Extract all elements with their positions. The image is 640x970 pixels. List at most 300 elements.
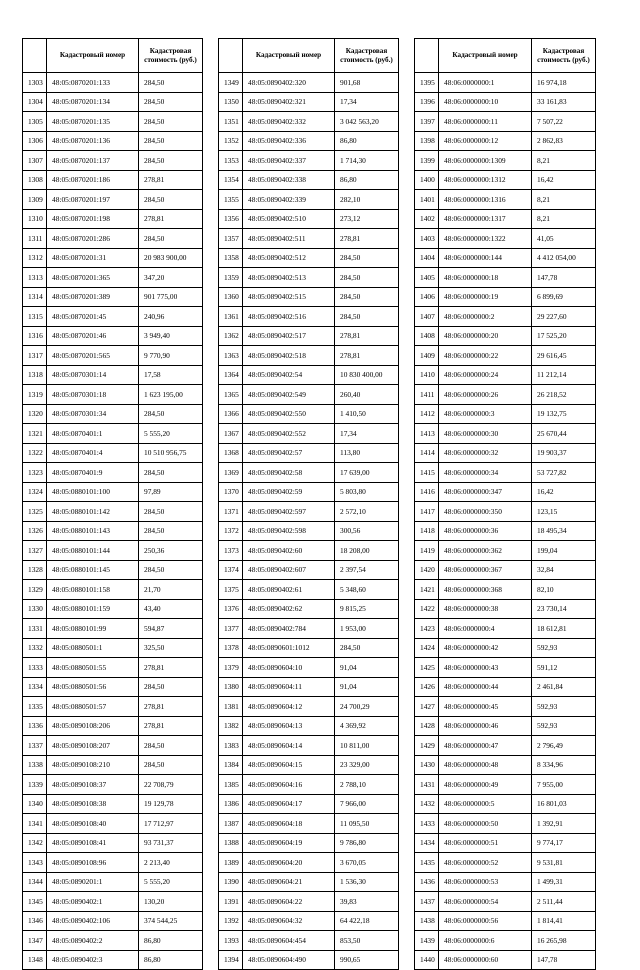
cadastral-value: 284,50 (139, 677, 203, 697)
cadastral-number: 48:05:0890108:41 (47, 833, 139, 853)
row-index: 1341 (23, 814, 47, 834)
cadastral-number: 48:06:0000000:350 (439, 502, 532, 522)
cadastral-value: 18 612,81 (532, 619, 596, 639)
row-index: 1340 (23, 794, 47, 814)
cadastral-number: 48:05:0880101:99 (47, 619, 139, 639)
table-row (415, 580, 596, 600)
cadastral-value: 284,50 (139, 404, 203, 424)
cadastral-number: 48:05:0870301:34 (47, 404, 139, 424)
row-index: 1311 (23, 229, 47, 249)
cadastral-number: 48:06:0000000:5 (439, 794, 532, 814)
cadastral-value: 260,40 (335, 385, 399, 405)
cadastral-number: 48:05:0890108:207 (47, 736, 139, 756)
cadastral-value: 3 949,40 (139, 326, 203, 346)
cadastral-value: 240,96 (139, 307, 203, 327)
row-index: 1324 (23, 482, 47, 502)
row-index: 1434 (415, 833, 439, 853)
table-row (415, 619, 596, 639)
table-row (23, 346, 203, 366)
table-row (23, 248, 203, 268)
row-index: 1315 (23, 307, 47, 327)
cadastral-number: 48:05:0880101:100 (47, 482, 139, 502)
row-index: 1360 (219, 287, 243, 307)
table-row (219, 482, 399, 502)
cadastral-value: 41,05 (532, 229, 596, 249)
cadastral-number: 48:05:0870201:565 (47, 346, 139, 366)
row-index: 1359 (219, 268, 243, 288)
row-index: 1317 (23, 346, 47, 366)
cadastral-number: 48:05:0880101:159 (47, 599, 139, 619)
cadastral-value: 5 555,20 (139, 872, 203, 892)
cadastral-value: 284,50 (139, 736, 203, 756)
cadastral-value: 853,50 (335, 931, 399, 951)
row-index: 1352 (219, 131, 243, 151)
cadastral-number: 48:06:0000000:49 (439, 775, 532, 795)
row-index: 1351 (219, 112, 243, 132)
table-row (23, 580, 203, 600)
cadastral-number: 48:06:0000000:54 (439, 892, 532, 912)
cadastral-number: 48:05:0890402:321 (243, 92, 335, 112)
cadastral-number-header: Кадастровый номер (243, 39, 335, 73)
row-index: 1355 (219, 190, 243, 210)
cadastral-number: 48:05:0890604:454 (243, 931, 335, 951)
table-row (415, 716, 596, 736)
table-row (23, 404, 203, 424)
cadastral-value: 5 555,20 (139, 424, 203, 444)
row-index: 1361 (219, 307, 243, 327)
table-row (219, 697, 399, 717)
cadastral-value: 17 525,20 (532, 326, 596, 346)
cadastral-value: 2 461,84 (532, 677, 596, 697)
row-index: 1328 (23, 560, 47, 580)
row-index: 1375 (219, 580, 243, 600)
row-index: 1332 (23, 638, 47, 658)
table-row (415, 833, 596, 853)
cadastral-number: 48:06:0000000:367 (439, 560, 532, 580)
cadastral-value-header: Кадастровая стоимость (руб.) (335, 39, 399, 73)
table-row (415, 190, 596, 210)
table-row (219, 892, 399, 912)
cadastral-value-header: Кадастровая стоимость (руб.) (532, 39, 596, 73)
row-index: 1379 (219, 658, 243, 678)
row-index: 1334 (23, 677, 47, 697)
row-index: 1392 (219, 911, 243, 931)
table-row (415, 560, 596, 580)
row-index: 1408 (415, 326, 439, 346)
row-index: 1306 (23, 131, 47, 151)
table-row (23, 443, 203, 463)
row-index: 1401 (415, 190, 439, 210)
cadastral-number: 48:05:0870201:31 (47, 248, 139, 268)
cadastral-value: 1 714,30 (335, 151, 399, 171)
row-index: 1364 (219, 365, 243, 385)
cadastral-value: 7 507,22 (532, 112, 596, 132)
row-index: 1371 (219, 502, 243, 522)
cadastral-number: 48:06:0000000:60 (439, 950, 532, 970)
cadastral-value: 284,50 (139, 73, 203, 93)
table-row (23, 209, 203, 229)
row-index: 1363 (219, 346, 243, 366)
table-row (23, 287, 203, 307)
cadastral-value: 53 727,82 (532, 463, 596, 483)
cadastral-number: 48:05:0890402:2 (47, 931, 139, 951)
cadastral-number: 48:05:0890108:210 (47, 755, 139, 775)
row-index: 1440 (415, 950, 439, 970)
table-row (23, 151, 203, 171)
row-index: 1412 (415, 404, 439, 424)
table-row (23, 677, 203, 697)
cadastral-value: 86,80 (139, 931, 203, 951)
cadastral-value: 17 712,97 (139, 814, 203, 834)
cadastral-value: 16,42 (532, 170, 596, 190)
table-row (415, 892, 596, 912)
table-row (23, 190, 203, 210)
row-index: 1405 (415, 268, 439, 288)
cadastral-number: 48:05:0880101:145 (47, 560, 139, 580)
row-index: 1422 (415, 599, 439, 619)
table-row (415, 404, 596, 424)
cadastral-number-header: Кадастровый номер (439, 39, 532, 73)
cadastral-value: 284,50 (139, 560, 203, 580)
cadastral-number: 48:06:0000000:46 (439, 716, 532, 736)
cadastral-number: 48:05:0890604:11 (243, 677, 335, 697)
table-row (23, 170, 203, 190)
cadastral-value: 594,87 (139, 619, 203, 639)
cadastral-value: 1 392,91 (532, 814, 596, 834)
table-row (415, 307, 596, 327)
table-row (415, 677, 596, 697)
row-index: 1368 (219, 443, 243, 463)
row-index: 1428 (415, 716, 439, 736)
cadastral-number: 48:05:0870301:14 (47, 365, 139, 385)
row-index: 1395 (415, 73, 439, 93)
table-row (219, 872, 399, 892)
table-row (219, 541, 399, 561)
cadastral-value: 278,81 (139, 658, 203, 678)
table-row (415, 814, 596, 834)
row-index: 1438 (415, 911, 439, 931)
row-index: 1409 (415, 346, 439, 366)
cadastral-value: 1 499,31 (532, 872, 596, 892)
cadastral-value: 2 511,44 (532, 892, 596, 912)
cadastral-value: 11 212,14 (532, 365, 596, 385)
table-row (23, 463, 203, 483)
cadastral-value: 4 412 054,00 (532, 248, 596, 268)
cadastral-value: 300,56 (335, 521, 399, 541)
cadastral-value: 97,89 (139, 482, 203, 502)
table-row (219, 716, 399, 736)
cadastral-value: 9 770,90 (139, 346, 203, 366)
table-row (219, 112, 399, 132)
cadastral-number: 48:05:0890402:3 (47, 950, 139, 970)
cadastral-value: 284,50 (139, 151, 203, 171)
cadastral-number-header: Кадастровый номер (47, 39, 139, 73)
cadastral-value: 39,83 (335, 892, 399, 912)
table-row (415, 931, 596, 951)
cadastral-value: 282,10 (335, 190, 399, 210)
row-index: 1429 (415, 736, 439, 756)
cadastral-number: 48:05:0890604:10 (243, 658, 335, 678)
cadastral-number: 48:05:0890402:106 (47, 911, 139, 931)
table-row (219, 365, 399, 385)
table-row (219, 326, 399, 346)
table-row (415, 229, 596, 249)
table-row (23, 131, 203, 151)
cadastral-number: 48:05:0890402:58 (243, 463, 335, 483)
table-row (415, 346, 596, 366)
cadastral-value: 278,81 (335, 326, 399, 346)
cadastral-number: 48:05:0890402:598 (243, 521, 335, 541)
table-row (219, 248, 399, 268)
cadastral-number: 48:05:0870201:365 (47, 268, 139, 288)
row-index: 1384 (219, 755, 243, 775)
cadastral-value: 199,04 (532, 541, 596, 561)
row-index: 1309 (23, 190, 47, 210)
cadastral-value: 23 329,00 (335, 755, 399, 775)
table-row (23, 931, 203, 951)
table-row (219, 911, 399, 931)
row-index: 1402 (415, 209, 439, 229)
cadastral-number: 48:05:0890402:337 (243, 151, 335, 171)
table-row (415, 872, 596, 892)
cadastral-value: 284,50 (335, 268, 399, 288)
cadastral-number: 48:06:0000000:44 (439, 677, 532, 697)
cadastral-number: 48:06:0000000:368 (439, 580, 532, 600)
table-row (23, 424, 203, 444)
cadastral-number: 48:05:0890604:22 (243, 892, 335, 912)
table-row (415, 911, 596, 931)
cadastral-number: 48:06:0000000:56 (439, 911, 532, 931)
cadastral-number: 48:06:0000000:51 (439, 833, 532, 853)
cadastral-number: 48:05:0880501:55 (47, 658, 139, 678)
row-index: 1403 (415, 229, 439, 249)
table-row (415, 209, 596, 229)
cadastral-number: 48:05:0870401:4 (47, 443, 139, 463)
cadastral-number: 48:05:0890402:515 (243, 287, 335, 307)
cadastral-value: 17,34 (335, 92, 399, 112)
cadastral-value: 1 536,30 (335, 872, 399, 892)
table-row (23, 482, 203, 502)
cadastral-number: 48:06:0000000:47 (439, 736, 532, 756)
cadastral-number: 48:05:0890601:1012 (243, 638, 335, 658)
cadastral-number: 48:06:0000000:10 (439, 92, 532, 112)
cadastral-number: 48:05:0890402:518 (243, 346, 335, 366)
cadastral-number: 48:06:0000000:22 (439, 346, 532, 366)
row-index: 1389 (219, 853, 243, 873)
cadastral-value: 1 814,41 (532, 911, 596, 931)
header-row (415, 39, 596, 73)
table-row (219, 502, 399, 522)
table-row (415, 424, 596, 444)
cadastral-value: 123,15 (532, 502, 596, 522)
cadastral-value: 284,50 (139, 229, 203, 249)
cadastral-value: 86,80 (335, 131, 399, 151)
table-row (23, 229, 203, 249)
cadastral-table-1 (22, 38, 203, 970)
table-row (415, 658, 596, 678)
cadastral-value: 901 775,00 (139, 287, 203, 307)
cadastral-number: 48:05:0890604:14 (243, 736, 335, 756)
row-index: 1356 (219, 209, 243, 229)
table-row (23, 541, 203, 561)
cadastral-value: 990,65 (335, 950, 399, 970)
cadastral-number: 48:06:0000000:18 (439, 268, 532, 288)
cadastral-value: 10 811,00 (335, 736, 399, 756)
cadastral-number: 48:05:0880101:142 (47, 502, 139, 522)
cadastral-number: 48:06:0000000:1317 (439, 209, 532, 229)
row-index: 1370 (219, 482, 243, 502)
row-index: 1374 (219, 560, 243, 580)
cadastral-number: 48:05:0870201:137 (47, 151, 139, 171)
row-index: 1322 (23, 443, 47, 463)
cadastral-value: 25 670,44 (532, 424, 596, 444)
cadastral-value: 86,80 (335, 170, 399, 190)
row-index: 1357 (219, 229, 243, 249)
row-index: 1397 (415, 112, 439, 132)
row-index: 1432 (415, 794, 439, 814)
table-row (23, 619, 203, 639)
cadastral-number: 48:06:0000000:4 (439, 619, 532, 639)
cadastral-number: 48:06:0000000:1 (439, 73, 532, 93)
table-row (23, 892, 203, 912)
cadastral-number: 48:06:0000000:45 (439, 697, 532, 717)
cadastral-number: 48:05:0890604:19 (243, 833, 335, 853)
cadastral-number: 48:05:0870201:135 (47, 112, 139, 132)
cadastral-number: 48:06:0000000:34 (439, 463, 532, 483)
cadastral-number: 48:05:0890604:16 (243, 775, 335, 795)
table-row (23, 307, 203, 327)
row-index: 1377 (219, 619, 243, 639)
cadastral-number: 48:05:0890402:597 (243, 502, 335, 522)
table-row (219, 307, 399, 327)
table-row (219, 833, 399, 853)
cadastral-value: 7 966,00 (335, 794, 399, 814)
cadastral-number: 48:05:0890604:32 (243, 911, 335, 931)
index-header (415, 39, 439, 73)
table-row (415, 482, 596, 502)
table-row (23, 502, 203, 522)
cadastral-number: 48:05:0880501:56 (47, 677, 139, 697)
cadastral-table-2 (218, 38, 399, 970)
row-index: 1325 (23, 502, 47, 522)
table-row (219, 853, 399, 873)
row-index: 1416 (415, 482, 439, 502)
table-row (23, 638, 203, 658)
cadastral-number: 48:05:0870201:186 (47, 170, 139, 190)
row-index: 1305 (23, 112, 47, 132)
cadastral-number: 48:06:0000000:144 (439, 248, 532, 268)
row-index: 1337 (23, 736, 47, 756)
table-row (23, 385, 203, 405)
row-index: 1346 (23, 911, 47, 931)
cadastral-number: 48:06:0000000:2 (439, 307, 532, 327)
table-row (219, 463, 399, 483)
table-row (415, 268, 596, 288)
row-index: 1419 (415, 541, 439, 561)
cadastral-number: 48:05:0870201:197 (47, 190, 139, 210)
row-index: 1338 (23, 755, 47, 775)
table-row (219, 755, 399, 775)
cadastral-number: 48:06:0000000:12 (439, 131, 532, 151)
cadastral-value: 18 495,34 (532, 521, 596, 541)
cadastral-value: 278,81 (139, 716, 203, 736)
cadastral-number: 48:06:0000000:53 (439, 872, 532, 892)
cadastral-value: 147,78 (532, 950, 596, 970)
table-row (219, 170, 399, 190)
cadastral-value: 347,20 (139, 268, 203, 288)
cadastral-value: 32,84 (532, 560, 596, 580)
cadastral-number: 48:05:0890402:336 (243, 131, 335, 151)
row-index: 1349 (219, 73, 243, 93)
cadastral-number: 48:05:0890402:332 (243, 112, 335, 132)
row-index: 1386 (219, 794, 243, 814)
table-row (219, 92, 399, 112)
cadastral-value: 93 731,37 (139, 833, 203, 853)
table-row (23, 911, 203, 931)
cadastral-value: 284,50 (139, 502, 203, 522)
cadastral-value: 278,81 (139, 697, 203, 717)
table-row (23, 716, 203, 736)
cadastral-number: 48:05:0890402:60 (243, 541, 335, 561)
row-index: 1390 (219, 872, 243, 892)
cadastral-value-header: Кадастровая стоимость (руб.) (139, 39, 203, 73)
table-row (415, 599, 596, 619)
cadastral-value: 33 161,83 (532, 92, 596, 112)
table-row (415, 248, 596, 268)
cadastral-value: 592,93 (532, 716, 596, 736)
cadastral-number: 48:05:0890402:517 (243, 326, 335, 346)
cadastral-value: 9 815,25 (335, 599, 399, 619)
row-index: 1333 (23, 658, 47, 678)
cadastral-value: 11 095,50 (335, 814, 399, 834)
row-index: 1385 (219, 775, 243, 795)
table-row (23, 697, 203, 717)
table-row (415, 92, 596, 112)
cadastral-number: 48:05:0870301:18 (47, 385, 139, 405)
row-index: 1382 (219, 716, 243, 736)
cadastral-value: 325,50 (139, 638, 203, 658)
row-index: 1319 (23, 385, 47, 405)
row-index: 1354 (219, 170, 243, 190)
cadastral-number: 48:05:0880101:144 (47, 541, 139, 561)
row-index: 1369 (219, 463, 243, 483)
cadastral-value: 284,50 (335, 307, 399, 327)
table-row (23, 872, 203, 892)
table-row (415, 853, 596, 873)
cadastral-tables (22, 38, 620, 965)
cadastral-number: 48:05:0890604:21 (243, 872, 335, 892)
row-index: 1394 (219, 950, 243, 970)
row-index: 1436 (415, 872, 439, 892)
cadastral-value: 284,50 (139, 92, 203, 112)
row-index: 1396 (415, 92, 439, 112)
table-row (219, 560, 399, 580)
row-index: 1353 (219, 151, 243, 171)
table-row (23, 853, 203, 873)
row-index: 1380 (219, 677, 243, 697)
row-index: 1326 (23, 521, 47, 541)
row-index: 1418 (415, 521, 439, 541)
cadastral-value: 82,10 (532, 580, 596, 600)
table-row (415, 638, 596, 658)
cadastral-number: 48:05:0890108:37 (47, 775, 139, 795)
table-row (219, 190, 399, 210)
row-index: 1330 (23, 599, 47, 619)
row-index: 1383 (219, 736, 243, 756)
table-row (219, 385, 399, 405)
table-row (415, 326, 596, 346)
cadastral-number: 48:06:0000000:50 (439, 814, 532, 834)
